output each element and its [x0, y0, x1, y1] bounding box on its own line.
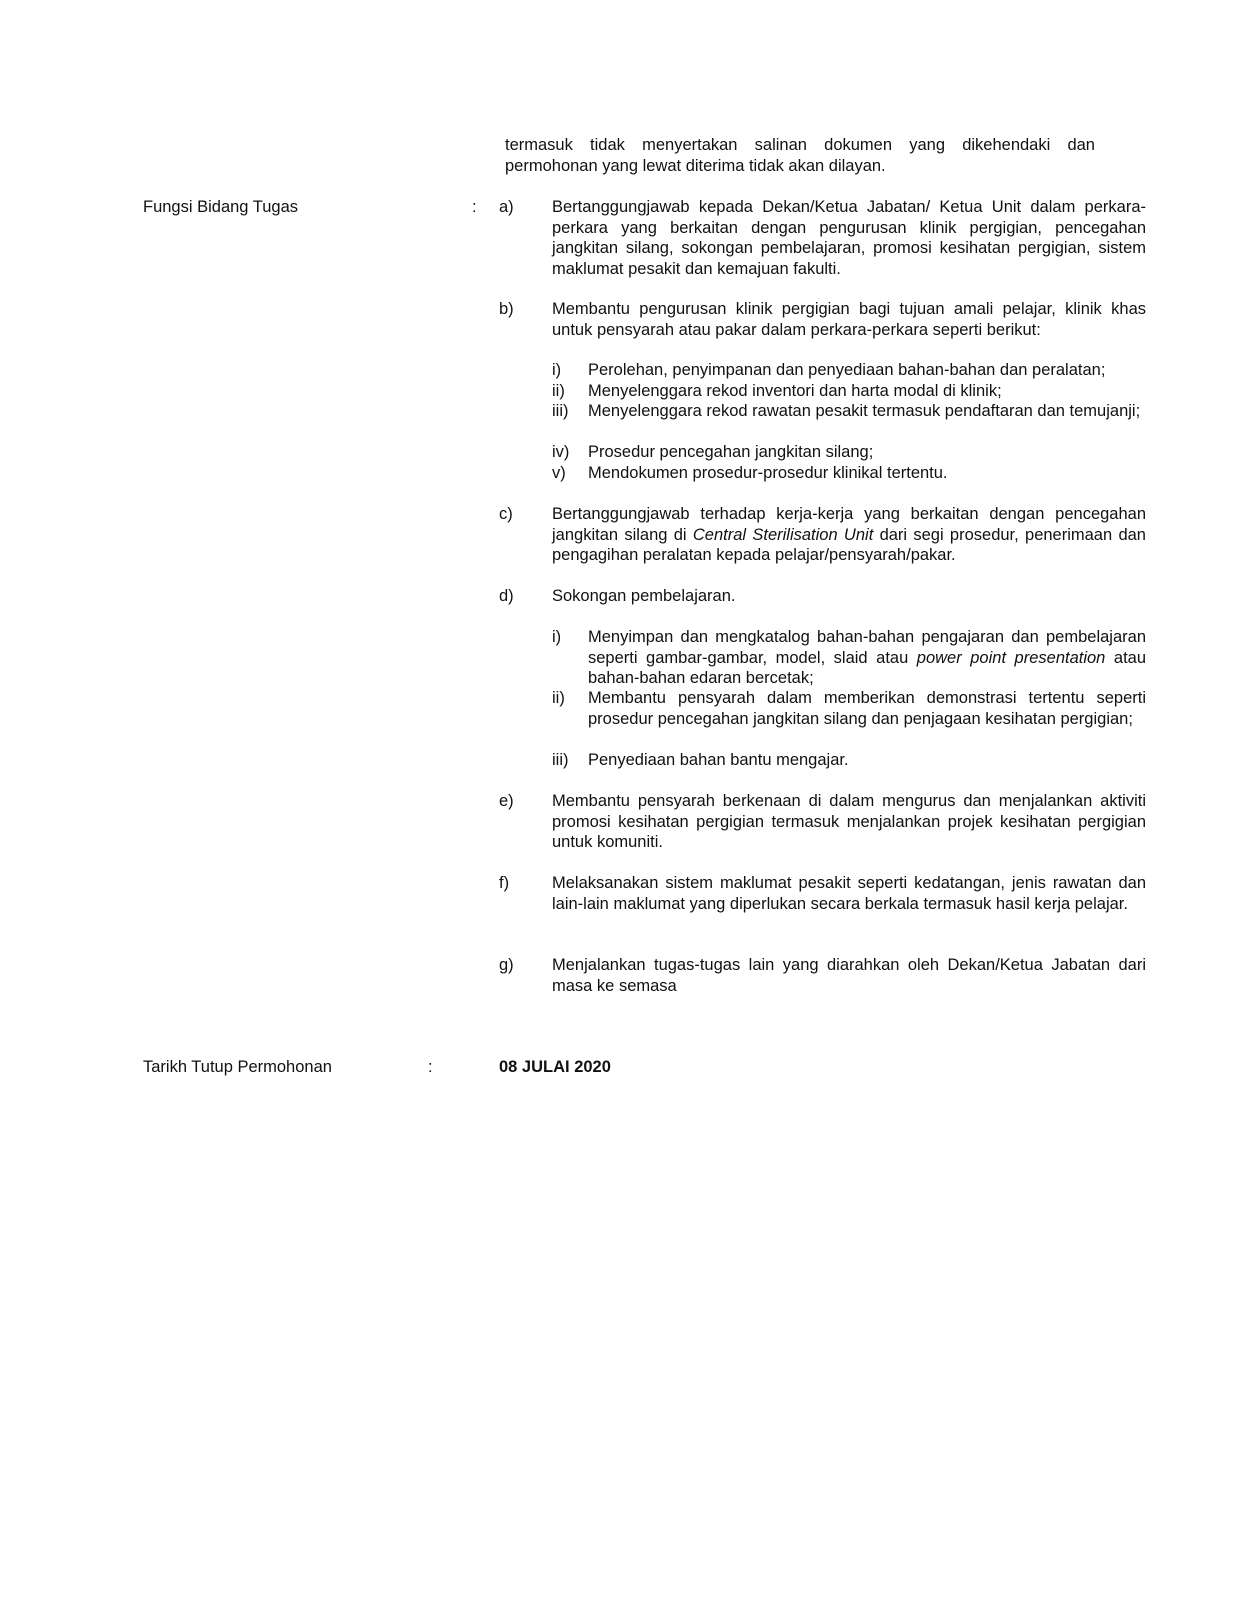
item-d-i-post: atau bahan-bahan edaran bercetak; [588, 648, 1147, 687]
item-b-i-text: Perolehan, penyimpanan dan penyediaan bahan-bahan dan peralatan; [588, 361, 1106, 379]
item-b-v-text: Mendokumen prosedur-prosedur klinikal tertentu. [588, 464, 948, 482]
item-d-ii-marker: ii) [552, 689, 565, 707]
item-d-i-text [588, 627, 1146, 689]
item-d-iii-text: Penyediaan bahan bantu mengajar. [588, 751, 849, 769]
tarikh-label: Tarikh Tutup Permohonan [143, 1058, 332, 1076]
item-d-i-marker: i) [552, 628, 562, 646]
item-b-v-marker: v) [552, 464, 566, 482]
item-b-iv-marker: iv) [552, 443, 570, 461]
item-f-text: Melaksanakan sistem maklumat pesakit seperti kedatangan, jenis rawatan dan lain-lain maklumat yang diperlukan secara berkala termasuk hasil kerja pelajar. [552, 874, 1146, 913]
item-a-marker: a) [499, 198, 514, 216]
tarikh-colon: : [428, 1058, 433, 1076]
item-c-marker: c) [499, 505, 513, 523]
fungsi-colon: : [472, 198, 477, 216]
intro-line-2: permohonan yang lewat diterima tidak akan dilayan. [505, 156, 886, 175]
fungsi-label: Fungsi Bidang Tugas [143, 198, 299, 216]
item-d-ii-text: Membantu pensyarah dalam memberikan demonstrasi tertentu seperti prosedur pencegahan jangkitan silang dan penjagaan kesihatan pergigian; [588, 689, 1146, 728]
item-e-text: Membantu pensyarah berkenaan di dalam mengurus dan menjalankan aktiviti promosi kesihatan pergigian termasuk menjalankan projek kesihatan pergigian untuk komuniti. [552, 792, 1146, 851]
item-f-marker: f) [499, 874, 510, 892]
item-d-iii-marker: iii) [552, 751, 569, 769]
item-b-marker: b) [499, 300, 514, 318]
item-a-text: Bertanggungjawab kepada Dekan/Ketua Jabatan/ Ketua Unit dalam perkara-perkara yang berkaitan dengan pengurusan klinik pergigian, pencegahan jangkitan silang, sokongan pembelajaran, promosi kesihatan pergigian, sistem maklumat pesakit dan kemajuan fakulti. [552, 198, 1146, 278]
item-b-iv-text: Prosedur pencegahan jangkitan silang; [588, 443, 874, 461]
item-g-marker: g) [499, 956, 514, 974]
item-b-iii-text: Menyelenggara rekod rawatan pesakit termasuk pendaftaran dan temujanji; [588, 402, 1141, 420]
item-b-i-marker: i) [552, 361, 562, 379]
intro-line-1: termasuk tidak menyertakan salinan dokumen yang dikehendaki dan [505, 136, 1095, 154]
item-g-text: Menjalankan tugas-tugas lain yang diarahkan oleh Dekan/Ketua Jabatan dari masa ke semasa [552, 956, 1146, 995]
item-c-text-italic: Central Sterilisation Unit [692, 525, 874, 544]
item-c-text [552, 504, 1146, 566]
item-b-iii-marker: iii) [552, 402, 569, 420]
item-d-i-italic: power point presentation [916, 648, 1106, 667]
item-d-marker: d) [499, 587, 514, 605]
tarikh-value: 08 JULAI 2020 [499, 1058, 611, 1076]
item-b-text: Membantu pengurusan klinik pergigian bagi tujuan amali pelajar, klinik khas untuk pensyarah atau pakar dalam perkara-perkara seperti berikut: [552, 300, 1146, 339]
item-c-text-post: dari segi prosedur, penerimaan dan pengagihan peralatan kepada pelajar/pensyarah/pakar. [552, 525, 1146, 564]
item-d-text: Sokongan pembelajaran. [552, 587, 736, 605]
item-c-text-pre: Bertanggungjawab terhadap kerja-kerja yang berkaitan dengan pencegahan jangkitan silang di [552, 505, 1146, 544]
intro-paragraph [505, 135, 1095, 176]
item-b-ii-marker: ii) [552, 382, 565, 400]
item-d-i-pre: Menyimpan dan mengkatalog bahan-bahan pengajaran dan pembelajaran seperti gambar-gambar, model, slaid atau [588, 628, 1146, 667]
item-b-ii-text: Menyelenggara rekod inventori dan harta modal di klinik; [588, 382, 1002, 400]
item-e-marker: e) [499, 792, 514, 810]
